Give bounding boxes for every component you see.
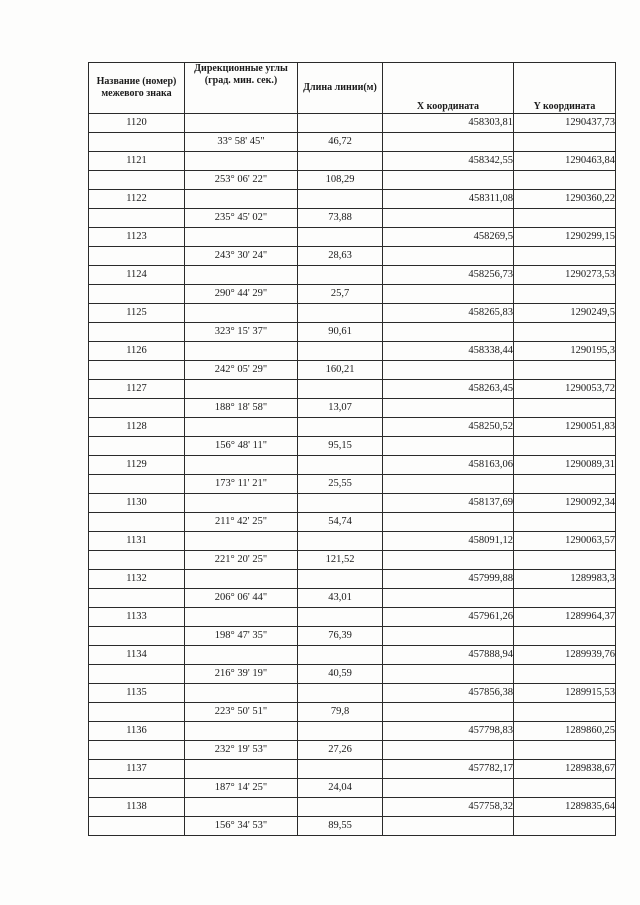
x-coordinate: 458137,69 <box>383 494 514 513</box>
empty-cell <box>383 437 514 456</box>
line-length: 121,52 <box>298 551 383 570</box>
point-name: 1135 <box>89 684 185 703</box>
empty-cell <box>383 475 514 494</box>
empty-cell <box>514 589 616 608</box>
direction-angle: 253° 06' 22" <box>185 171 298 190</box>
empty-cell <box>185 532 298 551</box>
empty-cell <box>383 703 514 722</box>
empty-cell <box>298 532 383 551</box>
y-coordinate: 1290092,34 <box>514 494 616 513</box>
y-coordinate: 1290053,72 <box>514 380 616 399</box>
empty-cell <box>298 190 383 209</box>
empty-cell <box>89 665 185 684</box>
point-row <box>89 532 616 551</box>
empty-cell <box>298 570 383 589</box>
empty-cell <box>185 494 298 513</box>
direction-angle: 198° 47' 35" <box>185 627 298 646</box>
segment-row <box>89 247 616 266</box>
empty-cell <box>383 627 514 646</box>
segment-row <box>89 133 616 152</box>
empty-cell <box>185 798 298 817</box>
y-coordinate: 1290051,83 <box>514 418 616 437</box>
empty-cell <box>383 133 514 152</box>
empty-cell <box>514 323 616 342</box>
direction-angle: 290° 44' 29" <box>185 285 298 304</box>
direction-angle: 323° 15' 37" <box>185 323 298 342</box>
point-name: 1133 <box>89 608 185 627</box>
direction-angle: 156° 34' 53" <box>185 817 298 836</box>
empty-cell <box>185 342 298 361</box>
segment-row <box>89 817 616 836</box>
point-name: 1124 <box>89 266 185 285</box>
point-row <box>89 114 616 133</box>
segment-row <box>89 209 616 228</box>
empty-cell <box>185 456 298 475</box>
point-row <box>89 380 616 399</box>
header-length: Длина линии(м) <box>298 63 383 114</box>
table-header-row <box>89 63 616 114</box>
segment-row <box>89 703 616 722</box>
point-row <box>89 646 616 665</box>
point-name: 1132 <box>89 570 185 589</box>
segment-row <box>89 285 616 304</box>
empty-cell <box>89 399 185 418</box>
point-name: 1137 <box>89 760 185 779</box>
y-coordinate: 1289915,53 <box>514 684 616 703</box>
header-angle: Дирекционные углы (град. мин. сек.) <box>185 63 298 114</box>
x-coordinate: 458311,08 <box>383 190 514 209</box>
empty-cell <box>298 494 383 513</box>
line-length: 46,72 <box>298 133 383 152</box>
y-coordinate: 1289835,64 <box>514 798 616 817</box>
y-coordinate: 1289838,67 <box>514 760 616 779</box>
y-coordinate: 1290273,53 <box>514 266 616 285</box>
empty-cell <box>185 380 298 399</box>
table-body <box>89 114 616 836</box>
point-row <box>89 684 616 703</box>
empty-cell <box>514 285 616 304</box>
direction-angle: 187° 14' 25" <box>185 779 298 798</box>
x-coordinate: 458269,5 <box>383 228 514 247</box>
x-coordinate: 457961,26 <box>383 608 514 627</box>
empty-cell <box>514 209 616 228</box>
segment-row <box>89 361 616 380</box>
y-coordinate: 1290249,5 <box>514 304 616 323</box>
empty-cell <box>514 551 616 570</box>
empty-cell <box>514 247 616 266</box>
direction-angle: 173° 11' 21" <box>185 475 298 494</box>
x-coordinate: 458250,52 <box>383 418 514 437</box>
point-row <box>89 152 616 171</box>
point-row <box>89 798 616 817</box>
empty-cell <box>383 171 514 190</box>
empty-cell <box>298 608 383 627</box>
direction-angle: 223° 50' 51" <box>185 703 298 722</box>
direction-angle: 156° 48' 11" <box>185 437 298 456</box>
empty-cell <box>89 741 185 760</box>
empty-cell <box>514 703 616 722</box>
y-coordinate: 1289983,3 <box>514 570 616 589</box>
empty-cell <box>89 247 185 266</box>
line-length: 89,55 <box>298 817 383 836</box>
x-coordinate: 458342,55 <box>383 152 514 171</box>
point-row <box>89 342 616 361</box>
segment-row <box>89 779 616 798</box>
x-coordinate: 457758,32 <box>383 798 514 817</box>
point-name: 1131 <box>89 532 185 551</box>
segment-row <box>89 551 616 570</box>
empty-cell <box>514 627 616 646</box>
line-length: 54,74 <box>298 513 383 532</box>
empty-cell <box>383 399 514 418</box>
empty-cell <box>514 513 616 532</box>
empty-cell <box>89 133 185 152</box>
empty-cell <box>89 285 185 304</box>
direction-angle: 235° 45' 02" <box>185 209 298 228</box>
boundary-points-table <box>88 62 616 836</box>
segment-row <box>89 589 616 608</box>
empty-cell <box>383 285 514 304</box>
empty-cell <box>89 361 185 380</box>
empty-cell <box>89 475 185 494</box>
empty-cell <box>383 323 514 342</box>
empty-cell <box>185 646 298 665</box>
empty-cell <box>185 266 298 285</box>
x-coordinate: 457999,88 <box>383 570 514 589</box>
empty-cell <box>298 228 383 247</box>
line-length: 24,04 <box>298 779 383 798</box>
line-length: 43,01 <box>298 589 383 608</box>
point-name: 1121 <box>89 152 185 171</box>
direction-angle: 221° 20' 25" <box>185 551 298 570</box>
x-coordinate: 458338,44 <box>383 342 514 361</box>
segment-row <box>89 475 616 494</box>
empty-cell <box>89 171 185 190</box>
empty-cell <box>514 171 616 190</box>
point-row <box>89 570 616 589</box>
empty-cell <box>383 513 514 532</box>
empty-cell <box>89 703 185 722</box>
empty-cell <box>298 798 383 817</box>
point-row <box>89 228 616 247</box>
point-name: 1138 <box>89 798 185 817</box>
x-coordinate: 458256,73 <box>383 266 514 285</box>
empty-cell <box>298 304 383 323</box>
empty-cell <box>298 152 383 171</box>
empty-cell <box>514 741 616 760</box>
point-row <box>89 418 616 437</box>
empty-cell <box>89 513 185 532</box>
point-name: 1134 <box>89 646 185 665</box>
empty-cell <box>298 342 383 361</box>
segment-row <box>89 399 616 418</box>
empty-cell <box>514 361 616 380</box>
point-row <box>89 608 616 627</box>
point-name: 1129 <box>89 456 185 475</box>
point-row <box>89 760 616 779</box>
x-coordinate: 457782,17 <box>383 760 514 779</box>
empty-cell <box>89 209 185 228</box>
line-length: 25,7 <box>298 285 383 304</box>
empty-cell <box>383 779 514 798</box>
x-coordinate: 457888,94 <box>383 646 514 665</box>
empty-cell <box>185 760 298 779</box>
point-row <box>89 456 616 475</box>
x-coordinate: 458265,83 <box>383 304 514 323</box>
line-length: 73,88 <box>298 209 383 228</box>
line-length: 25,55 <box>298 475 383 494</box>
segment-row <box>89 665 616 684</box>
empty-cell <box>185 304 298 323</box>
line-length: 40,59 <box>298 665 383 684</box>
segment-row <box>89 171 616 190</box>
x-coordinate: 458263,45 <box>383 380 514 399</box>
empty-cell <box>298 418 383 437</box>
empty-cell <box>514 475 616 494</box>
point-name: 1127 <box>89 380 185 399</box>
empty-cell <box>298 456 383 475</box>
y-coordinate: 1290299,15 <box>514 228 616 247</box>
line-length: 95,15 <box>298 437 383 456</box>
empty-cell <box>185 228 298 247</box>
empty-cell <box>185 722 298 741</box>
empty-cell <box>514 779 616 798</box>
empty-cell <box>298 722 383 741</box>
point-name: 1136 <box>89 722 185 741</box>
empty-cell <box>514 399 616 418</box>
line-length: 13,07 <box>298 399 383 418</box>
empty-cell <box>298 760 383 779</box>
y-coordinate: 1289860,25 <box>514 722 616 741</box>
empty-cell <box>185 684 298 703</box>
empty-cell <box>185 152 298 171</box>
x-coordinate: 458163,06 <box>383 456 514 475</box>
empty-cell <box>383 817 514 836</box>
direction-angle: 211° 42' 25" <box>185 513 298 532</box>
empty-cell <box>298 646 383 665</box>
empty-cell <box>89 627 185 646</box>
segment-row <box>89 741 616 760</box>
direction-angle: 232° 19' 53" <box>185 741 298 760</box>
direction-angle: 188° 18' 58" <box>185 399 298 418</box>
y-coordinate: 1289939,76 <box>514 646 616 665</box>
line-length: 28,63 <box>298 247 383 266</box>
point-name: 1126 <box>89 342 185 361</box>
point-name: 1130 <box>89 494 185 513</box>
direction-angle: 242° 05' 29" <box>185 361 298 380</box>
y-coordinate: 1289964,37 <box>514 608 616 627</box>
empty-cell <box>383 589 514 608</box>
empty-cell <box>89 589 185 608</box>
point-row <box>89 190 616 209</box>
segment-row <box>89 513 616 532</box>
line-length: 90,61 <box>298 323 383 342</box>
segment-row <box>89 323 616 342</box>
segment-row <box>89 627 616 646</box>
point-row <box>89 304 616 323</box>
point-name: 1123 <box>89 228 185 247</box>
y-coordinate: 1290360,22 <box>514 190 616 209</box>
empty-cell <box>383 551 514 570</box>
empty-cell <box>185 190 298 209</box>
line-length: 27,26 <box>298 741 383 760</box>
line-length: 79,8 <box>298 703 383 722</box>
point-row <box>89 494 616 513</box>
point-name: 1120 <box>89 114 185 133</box>
line-length: 108,29 <box>298 171 383 190</box>
empty-cell <box>185 570 298 589</box>
line-length: 76,39 <box>298 627 383 646</box>
empty-cell <box>185 608 298 627</box>
empty-cell <box>514 817 616 836</box>
direction-angle: 216° 39' 19" <box>185 665 298 684</box>
x-coordinate: 457798,83 <box>383 722 514 741</box>
empty-cell <box>383 741 514 760</box>
empty-cell <box>185 418 298 437</box>
empty-cell <box>383 209 514 228</box>
y-coordinate: 1290437,73 <box>514 114 616 133</box>
empty-cell <box>383 247 514 266</box>
empty-cell <box>298 380 383 399</box>
x-coordinate: 458091,12 <box>383 532 514 551</box>
empty-cell <box>514 133 616 152</box>
empty-cell <box>89 817 185 836</box>
empty-cell <box>185 114 298 133</box>
empty-cell <box>89 779 185 798</box>
empty-cell <box>298 114 383 133</box>
point-row <box>89 266 616 285</box>
empty-cell <box>298 266 383 285</box>
empty-cell <box>514 437 616 456</box>
empty-cell <box>383 361 514 380</box>
header-y: Y координата <box>514 63 616 114</box>
direction-angle: 243° 30' 24" <box>185 247 298 266</box>
point-name: 1125 <box>89 304 185 323</box>
y-coordinate: 1290089,31 <box>514 456 616 475</box>
direction-angle: 33° 58' 45" <box>185 133 298 152</box>
x-coordinate: 458303,81 <box>383 114 514 133</box>
empty-cell <box>383 665 514 684</box>
header-x: X координата <box>383 63 514 114</box>
direction-angle: 206° 06' 44" <box>185 589 298 608</box>
line-length: 160,21 <box>298 361 383 380</box>
empty-cell <box>89 323 185 342</box>
empty-cell <box>89 551 185 570</box>
x-coordinate: 457856,38 <box>383 684 514 703</box>
segment-row <box>89 437 616 456</box>
header-name: Название (номер) межевого знака <box>89 63 185 114</box>
empty-cell <box>514 665 616 684</box>
point-row <box>89 722 616 741</box>
empty-cell <box>89 437 185 456</box>
point-name: 1122 <box>89 190 185 209</box>
y-coordinate: 1290195,3 <box>514 342 616 361</box>
y-coordinate: 1290063,57 <box>514 532 616 551</box>
empty-cell <box>298 684 383 703</box>
point-name: 1128 <box>89 418 185 437</box>
y-coordinate: 1290463,84 <box>514 152 616 171</box>
